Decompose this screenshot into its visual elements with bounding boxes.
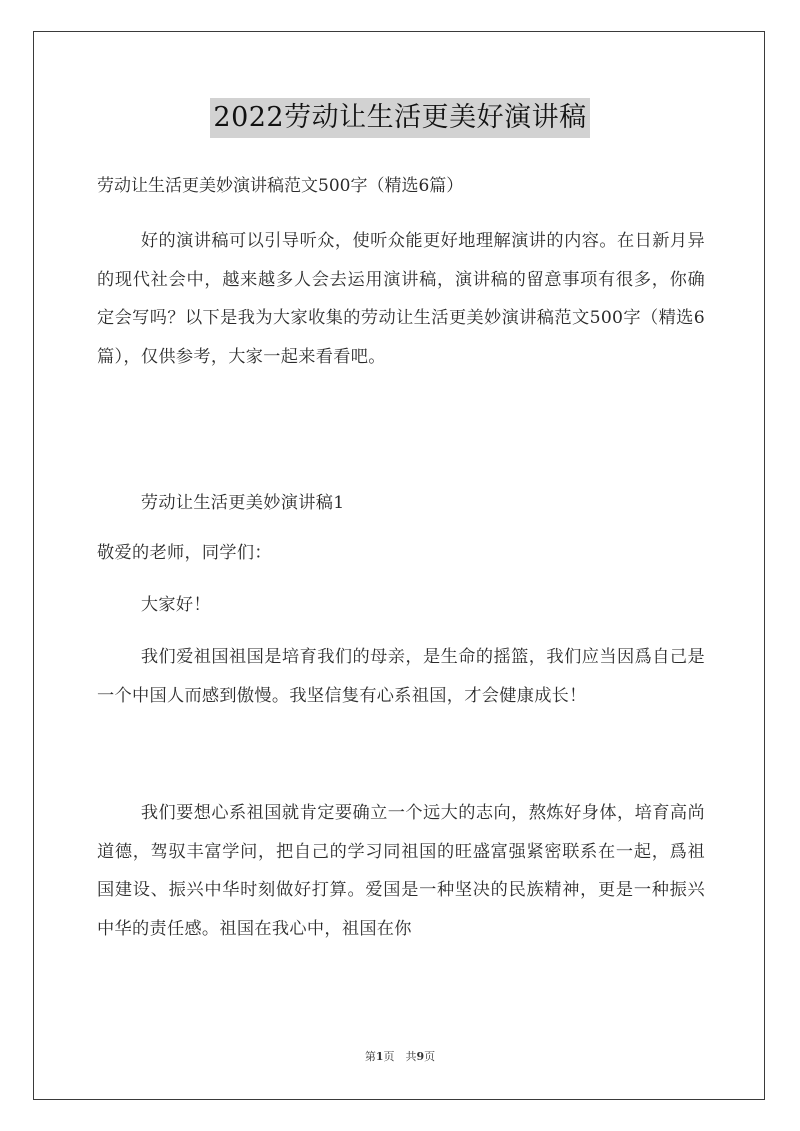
greeting: 大家好！ [140,595,211,615]
document-title [0,98,800,138]
document-subtitle: 劳动让生活更美妙演讲稿范文500字（精选6篇） [97,176,464,196]
title-text: 2022劳动让生活更美好演讲稿 [210,98,589,138]
footer-prefix: 第 [364,1050,376,1063]
body-paragraph: 我们爱祖国祖国是培育我们的母亲，是生命的摇篮，我们应当因爲自己是一个中国人而感到傲慢。我坚信隻有心系祖国，才会健康成长！ [97,647,705,706]
body-paragraph: 我们要想心系祖国就肯定要确立一个远大的志向，熬炼好身体，培育高尚道德，驾驭丰富学问，把自己的学习同祖国的旺盛富强紧密联系在一起，爲祖国建设、振兴中华时刻做好打算。爱国是一种坚决的民族精神，更是一种振兴中华的责任感。祖国在我心中，祖国在你 [97,803,705,939]
salutation: 敬爱的老师，同学们： [97,543,272,563]
intro-paragraph: 好的演讲稿可以引导听众，使听众能更好地理解演讲的内容。在日新月异的现代社会中，越来越多人会去运用演讲稿，演讲稿的留意事项有很多，你确定会写吗？以下是我为大家收集的劳动让生活更美妙演讲稿范文500字（精选6篇），仅供参考，大家一起来看看吧。 [97,231,705,367]
section-heading: 劳动让生活更美妙演讲稿1 [140,493,345,513]
footer-middle: 页 共 [383,1050,417,1063]
current-page-number: 1 [375,1050,384,1063]
footer-suffix: 页 [424,1050,436,1063]
page-footer [0,1048,800,1064]
total-pages-number: 9 [416,1050,425,1063]
